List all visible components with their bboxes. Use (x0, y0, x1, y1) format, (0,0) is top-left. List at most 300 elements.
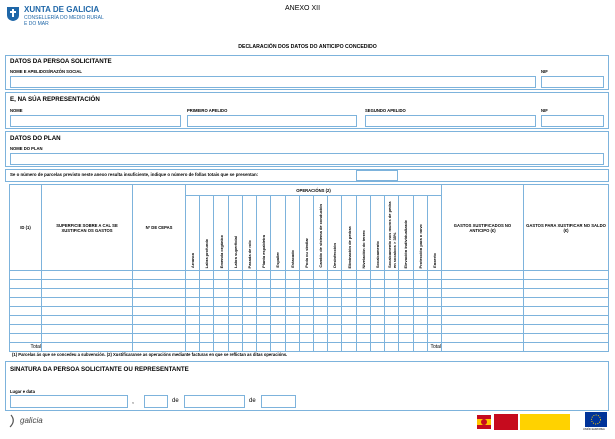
operation-label: Labra superficial (232, 235, 238, 268)
table-cell[interactable] (242, 289, 256, 298)
table-cell[interactable] (228, 307, 242, 316)
table-cell[interactable] (214, 307, 228, 316)
table-cell[interactable] (427, 298, 441, 307)
table-cell[interactable] (186, 289, 200, 298)
table-cell[interactable] (328, 325, 342, 334)
table-cell[interactable] (133, 307, 186, 316)
total-row (10, 343, 609, 352)
table-cell[interactable] (257, 307, 271, 316)
table-cell[interactable] (342, 334, 356, 343)
table-cell[interactable] (10, 307, 42, 316)
table-cell[interactable] (328, 334, 342, 343)
table-cell[interactable] (299, 316, 313, 325)
operacions-header: OPERACIÓNS (2) (186, 185, 442, 196)
table-cell[interactable] (385, 298, 399, 307)
total-left-label: Total (10, 343, 42, 352)
rep-apelido2-field[interactable] (365, 115, 536, 127)
table-cell[interactable] (356, 325, 370, 334)
table-cell[interactable] (385, 316, 399, 325)
representacion-title: E, NA SÚA REPRESENTACIÓN (10, 96, 100, 103)
table-cell[interactable] (214, 298, 228, 307)
table-cell[interactable] (399, 298, 413, 307)
table-cell[interactable] (200, 280, 214, 289)
operation-header (399, 196, 413, 271)
table-cell[interactable] (370, 334, 384, 343)
table-cell[interactable] (285, 307, 299, 316)
table-cell[interactable] (370, 289, 384, 298)
table-cell[interactable] (214, 325, 228, 334)
table-cell[interactable] (42, 289, 133, 298)
table-cell[interactable] (271, 271, 285, 280)
table-cell[interactable] (186, 334, 200, 343)
table-cell[interactable] (42, 298, 133, 307)
name-label: NOME E APELIDOS/RAZÓN SOCIAL (10, 69, 82, 74)
table-cell[interactable] (427, 289, 441, 298)
table-cell[interactable] (342, 289, 356, 298)
de-separator-2: de (249, 398, 256, 404)
operation-header (200, 196, 214, 271)
lugar-label: Lugar e data (10, 389, 35, 394)
total-cell[interactable] (186, 343, 200, 352)
table-cell[interactable] (356, 334, 370, 343)
table-cell[interactable] (442, 334, 524, 343)
total-cell[interactable] (200, 343, 214, 352)
table-cell[interactable] (356, 289, 370, 298)
table-cell[interactable] (442, 316, 524, 325)
operation-header (370, 196, 384, 271)
operation-label: Estacado (289, 250, 295, 268)
table-cell[interactable] (133, 298, 186, 307)
operation-label: Socalcamento (374, 240, 380, 268)
table-cell[interactable] (271, 334, 285, 343)
table-cell[interactable] (328, 298, 342, 307)
table-cell[interactable] (413, 325, 427, 334)
table-cell[interactable] (200, 325, 214, 334)
table-cell[interactable] (313, 289, 327, 298)
superficie-header: SUPERFICIE SOBRE A CAL SE XUSTIFICAN OS GASTOS (42, 185, 133, 271)
table-cell[interactable] (342, 307, 356, 316)
table-cell[interactable] (413, 298, 427, 307)
table-cell[interactable] (257, 280, 271, 289)
table-cell[interactable] (524, 325, 609, 334)
de-separator-1: de (172, 398, 179, 404)
table-cell[interactable] (399, 307, 413, 316)
table-cell[interactable] (385, 280, 399, 289)
table-cell[interactable] (200, 289, 214, 298)
table-cell[interactable] (133, 316, 186, 325)
total-cell[interactable] (271, 343, 285, 352)
table-cell[interactable] (313, 271, 327, 280)
table-row (10, 316, 609, 325)
table-cell[interactable] (299, 271, 313, 280)
table-cell[interactable] (10, 280, 42, 289)
table-cell[interactable] (228, 271, 242, 280)
table-cell[interactable] (242, 334, 256, 343)
rep-nif-label: NIF (541, 108, 548, 113)
table-cell[interactable] (356, 271, 370, 280)
total-cell[interactable] (385, 343, 399, 352)
table-cell[interactable] (524, 271, 609, 280)
table-cell[interactable] (285, 316, 299, 325)
table-cell[interactable] (257, 316, 271, 325)
table-cell[interactable] (342, 316, 356, 325)
table-cell[interactable] (271, 316, 285, 325)
table-cell[interactable] (370, 307, 384, 316)
total-cell[interactable] (257, 343, 271, 352)
table-cell[interactable] (42, 334, 133, 343)
plan-nome-field[interactable] (10, 153, 604, 165)
table-row (10, 334, 609, 343)
table-cell[interactable] (242, 316, 256, 325)
table-cell[interactable] (42, 280, 133, 289)
table-cell[interactable] (200, 298, 214, 307)
table-cell[interactable] (328, 316, 342, 325)
operation-label: Espaller (275, 252, 281, 268)
logo-subtitle-2: E DO MAR (24, 21, 49, 27)
galicia-text: galicia (20, 416, 43, 425)
operation-label: Eliminación de pedras (346, 225, 352, 268)
table-cell[interactable] (10, 325, 42, 334)
ministry-block (494, 414, 518, 430)
xunta-shield-icon (6, 6, 20, 22)
operation-header (385, 196, 399, 271)
solicitante-title: DATOS DA PERSOA SOLICITANTE (10, 58, 112, 65)
table-row (10, 271, 609, 280)
operation-header (313, 196, 327, 271)
xunta-logo (6, 4, 104, 30)
table-cell[interactable] (524, 316, 609, 325)
total-cell[interactable] (133, 343, 186, 352)
table-cell[interactable] (442, 307, 524, 316)
logo-subtitle-1: CONSELLERÍA DO MEDIO RURAL (24, 15, 104, 21)
table-cell[interactable] (442, 280, 524, 289)
parcelas-table (9, 184, 609, 352)
table-cell[interactable] (427, 307, 441, 316)
document-title: DECLARACIÓN DOS DATOS DO ANTICIPO CONCEDIDO (238, 44, 377, 50)
operation-header (186, 196, 200, 271)
operation-label: Planta espaldeira (261, 235, 267, 268)
table-cell[interactable] (313, 307, 327, 316)
table-cell[interactable] (299, 307, 313, 316)
gobierno-espana-logo (476, 412, 574, 432)
table-cell[interactable] (285, 334, 299, 343)
table-header-row-1 (10, 185, 609, 196)
table-cell[interactable] (299, 334, 313, 343)
plan-title: DATOS DO PLAN (10, 135, 61, 142)
table-cell[interactable] (285, 289, 299, 298)
table-cell[interactable] (257, 298, 271, 307)
lugar-field[interactable] (10, 395, 128, 408)
table-cell[interactable] (413, 307, 427, 316)
rep-nome-field[interactable] (10, 115, 181, 127)
table-cell[interactable] (257, 325, 271, 334)
table-cell[interactable] (42, 307, 133, 316)
operation-header (356, 196, 370, 271)
table-cell[interactable] (356, 316, 370, 325)
table-cell[interactable] (342, 298, 356, 307)
table-cell[interactable] (242, 298, 256, 307)
table-cell[interactable] (399, 289, 413, 298)
table-cell[interactable] (186, 325, 200, 334)
table-cell[interactable] (186, 316, 200, 325)
table-cell[interactable] (228, 280, 242, 289)
table-cell[interactable] (427, 280, 441, 289)
table-cell[interactable] (228, 298, 242, 307)
table-cell[interactable] (214, 334, 228, 343)
table-cell[interactable] (10, 316, 42, 325)
galicia-swoosh-icon (8, 414, 18, 428)
table-cell[interactable] (42, 325, 133, 334)
table-cell[interactable] (228, 316, 242, 325)
table-cell[interactable] (228, 289, 242, 298)
table-cell[interactable] (285, 280, 299, 289)
table-cell[interactable] (133, 271, 186, 280)
total-cell[interactable] (399, 343, 413, 352)
total-cell[interactable] (299, 343, 313, 352)
table-cell[interactable] (328, 289, 342, 298)
total-cell[interactable] (313, 343, 327, 352)
table-cell[interactable] (427, 271, 441, 280)
table-cell[interactable] (200, 271, 214, 280)
nif-label: NIF (541, 69, 548, 74)
table-cell[interactable] (524, 298, 609, 307)
table-cell[interactable] (299, 298, 313, 307)
operation-label: Pasada de rolo (246, 239, 252, 268)
table-cell[interactable] (442, 298, 524, 307)
operation-header (214, 196, 228, 271)
table-cell[interactable] (370, 271, 384, 280)
total-cell[interactable] (442, 343, 524, 352)
rep-apelido1-label: PRIMEIRO APELIDO (187, 108, 228, 113)
table-cell[interactable] (342, 325, 356, 334)
table-cell[interactable] (524, 334, 609, 343)
eu-flag-icon (585, 412, 607, 427)
operation-label: Poda ou similar (303, 238, 309, 268)
table-cell[interactable] (399, 316, 413, 325)
operation-label: Enxerto (431, 253, 437, 268)
annex-label: ANEXO XII (285, 5, 321, 12)
operation-label: Nivelación do terreo (360, 229, 366, 268)
table-cell[interactable] (257, 334, 271, 343)
table-cell[interactable] (42, 271, 133, 280)
table-row (10, 289, 609, 298)
operation-header (427, 196, 441, 271)
table-row (10, 280, 609, 289)
operation-label: Protección para o novo (417, 223, 423, 268)
table-cell[interactable] (133, 325, 186, 334)
table-cell[interactable] (186, 298, 200, 307)
table-cell[interactable] (427, 334, 441, 343)
table-cell[interactable] (214, 280, 228, 289)
rep-nome-label: NOME (10, 108, 23, 113)
table-cell[interactable] (42, 316, 133, 325)
table-cell[interactable] (271, 325, 285, 334)
table-cell[interactable] (133, 280, 186, 289)
operation-label: Desinfección (332, 243, 338, 268)
table-cell[interactable] (299, 289, 313, 298)
total-cell[interactable] (328, 343, 342, 352)
operation-label: Labra profunda (204, 238, 210, 268)
gastos-anticipo-header: GASTOS XUSTIFICADOS NO ANTICIPO (€) (442, 185, 524, 271)
operation-label: Socalcamento nos muros de pedra en socalcos > 35% (386, 201, 397, 268)
table-cell[interactable] (313, 334, 327, 343)
table-cell[interactable] (228, 325, 242, 334)
nif-field[interactable] (541, 76, 604, 88)
operation-label: Cambio de sistema de condución (318, 204, 324, 268)
operation-header (285, 196, 299, 271)
table-cell[interactable] (271, 289, 285, 298)
table-cell[interactable] (10, 334, 42, 343)
table-cell[interactable] (271, 280, 285, 289)
footnotes: (1) Parcelas ás que se concedeu a subvención. (2) Xustificaranse as operacións mediante facturas en que se reflictan as ditas operacións. (12, 352, 288, 357)
parcelas-note: Se o número de parcelas previsto neste anexo resulta insuficiente, indique o número de follas totais que se presentan: (10, 172, 259, 177)
table-cell[interactable] (370, 298, 384, 307)
table-cell[interactable] (242, 271, 256, 280)
total-cell[interactable] (524, 343, 609, 352)
galicia-logo (8, 412, 68, 432)
table-cell[interactable] (186, 307, 200, 316)
table-cell[interactable] (413, 316, 427, 325)
table-cell[interactable] (442, 325, 524, 334)
table-cell[interactable] (356, 298, 370, 307)
table-cell[interactable] (328, 307, 342, 316)
table-cell[interactable] (342, 271, 356, 280)
rep-apelido2-label: SEGUNDO APELIDO (365, 108, 406, 113)
table-cell[interactable] (413, 289, 427, 298)
table-cell[interactable] (413, 334, 427, 343)
table-cell[interactable] (524, 280, 609, 289)
operation-label: Elevación individualizada (403, 219, 409, 268)
table-cell[interactable] (200, 334, 214, 343)
table-cell[interactable] (313, 316, 327, 325)
table-cell[interactable] (427, 316, 441, 325)
total-cell[interactable] (342, 343, 356, 352)
total-cell[interactable] (42, 343, 133, 352)
table-cell[interactable] (186, 280, 200, 289)
logo-title: XUNTA DE GALICIA (24, 5, 100, 14)
table-cell[interactable] (399, 280, 413, 289)
id-header: ID (1) (10, 185, 42, 271)
operation-header (299, 196, 313, 271)
table-cell[interactable] (285, 298, 299, 307)
table-cell[interactable] (370, 316, 384, 325)
table-cell[interactable] (285, 325, 299, 334)
operation-label: Emenda orgánica (218, 234, 224, 268)
table-cell[interactable] (370, 280, 384, 289)
table-cell[interactable] (399, 334, 413, 343)
total-cell[interactable] (214, 343, 228, 352)
table-cell[interactable] (328, 271, 342, 280)
table-cell[interactable] (257, 271, 271, 280)
table-row (10, 298, 609, 307)
table-cell[interactable] (356, 307, 370, 316)
table-cell[interactable] (214, 289, 228, 298)
table-cell[interactable] (370, 325, 384, 334)
table-cell[interactable] (385, 271, 399, 280)
operation-header (242, 196, 256, 271)
spain-coat-of-arms-icon (476, 413, 492, 431)
table-cell[interactable] (399, 325, 413, 334)
table-cell[interactable] (313, 298, 327, 307)
table-cell[interactable] (257, 289, 271, 298)
table-cell[interactable] (356, 280, 370, 289)
day-field[interactable] (144, 395, 168, 408)
table-cell[interactable] (10, 271, 42, 280)
table-cell[interactable] (442, 289, 524, 298)
table-cell[interactable] (214, 271, 228, 280)
table-cell[interactable] (242, 325, 256, 334)
rep-apelido1-field[interactable] (187, 115, 357, 127)
table-cell[interactable] (328, 280, 342, 289)
table-cell[interactable] (385, 289, 399, 298)
operation-header (228, 196, 242, 271)
table-cell[interactable] (442, 271, 524, 280)
total-cell[interactable] (242, 343, 256, 352)
table-cell[interactable] (413, 280, 427, 289)
table-cell[interactable] (242, 307, 256, 316)
table-cell[interactable] (385, 307, 399, 316)
table-cell[interactable] (385, 334, 399, 343)
total-cell[interactable] (228, 343, 242, 352)
table-cell[interactable] (313, 280, 327, 289)
table-cell[interactable] (524, 307, 609, 316)
table-cell[interactable] (186, 271, 200, 280)
table-cell[interactable] (342, 280, 356, 289)
name-field[interactable] (10, 76, 536, 88)
total-cell[interactable] (413, 343, 427, 352)
eu-logo (583, 412, 609, 434)
table-cell[interactable] (313, 325, 327, 334)
table-cell[interactable] (10, 298, 42, 307)
table-row (10, 325, 609, 334)
total-cell[interactable] (370, 343, 384, 352)
table-cell[interactable] (200, 307, 214, 316)
total-cell[interactable] (285, 343, 299, 352)
table-cell[interactable] (271, 307, 285, 316)
table-cell[interactable] (10, 289, 42, 298)
total-cell[interactable] (356, 343, 370, 352)
table-cell[interactable] (271, 298, 285, 307)
table-cell[interactable] (399, 271, 413, 280)
rep-nif-field[interactable] (541, 115, 604, 127)
table-cell[interactable] (285, 271, 299, 280)
table-cell[interactable] (299, 280, 313, 289)
table-cell[interactable] (427, 325, 441, 334)
gastos-saldo-header: GASTOS PARA XUSTIFICAR NO SALDO (€) (524, 185, 609, 271)
table-cell[interactable] (228, 334, 242, 343)
follas-totais-field[interactable] (356, 170, 398, 181)
month-field[interactable] (184, 395, 245, 408)
year-field[interactable] (261, 395, 296, 408)
operation-header (413, 196, 427, 271)
table-cell[interactable] (133, 289, 186, 298)
table-cell[interactable] (133, 334, 186, 343)
table-cell[interactable] (299, 325, 313, 334)
table-cell[interactable] (242, 280, 256, 289)
eu-caption: UNIÓN EUROPEA (583, 428, 605, 431)
operation-header (342, 196, 356, 271)
sinatura-title: SINATURA DA PERSOA SOLICITANTE OU REPRESENTANTE (10, 366, 189, 373)
operation-header (271, 196, 285, 271)
table-cell[interactable] (214, 316, 228, 325)
table-cell[interactable] (524, 289, 609, 298)
table-cell[interactable] (200, 316, 214, 325)
operation-header (257, 196, 271, 271)
cepas-header: Nº DE CEPAS (133, 185, 186, 271)
table-cell[interactable] (385, 325, 399, 334)
plan-nome-label: NOME DO PLAN (10, 146, 43, 151)
table-cell[interactable] (413, 271, 427, 280)
